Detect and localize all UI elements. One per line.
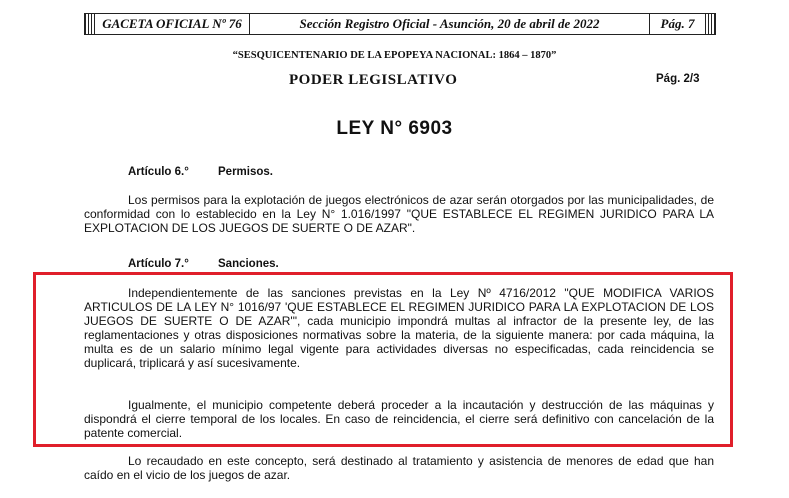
article-6-number: Artículo 6.° [128, 166, 189, 178]
article-6-title: Permisos. [218, 166, 273, 178]
gazette-section-date: Sección Registro Oficial - Asunción, 20 de abril de 2022 [250, 14, 650, 34]
gazette-number: GACETA OFICIAL Nº 76 [95, 14, 250, 34]
article-7-paragraph-3: Lo recaudado en este concepto, será destinado al tratamiento y asistencia de menores de edad que han caído en el vicio de los juegos de azar. [84, 454, 714, 482]
article-7-paragraph-2: Igualmente, el municipio competente deberá proceder a la incautación y destrucción de las máquinas y dispondrá el cierre temporal de los locales. En caso de reincidencia, el cierre será definitivo con cancelación de la patente comercial. [84, 398, 714, 440]
issuing-body: PODER LEGISLATIVO [289, 72, 458, 88]
article-7-paragraph-1: Independientemente de las sanciones previstas en la Ley Nº 4716/2012 "QUE MODIFICA VARIOS ARTICULOS DE LA LEY N° 1016/97 'QUE ESTABLECE EL REGIMEN JURIDICO PARA LA EXPLOTACION DE LOS JUEGOS DE SUERTE O DE AZAR'", cada municipio impondrá multas al infractor de la presente ley, de las reglamentaciones y otras disposiciones normativas sobre la materia, de la siguiente manera: por cada máquina, la multa es de un salario mínimo legal vigente para actividades diversas no especificadas, cada reincidencia se duplicará, triplicará y así sucesivamente. [84, 286, 714, 370]
document-page-number: Pág. 2/3 [656, 73, 700, 85]
sesquicentenary-motto: “SESQUICENTENARIO DE LA EPOPEYA NACIONAL: 1864 – 1870” [232, 50, 557, 61]
article-7-number: Artículo 7.° [128, 258, 189, 270]
gazette-header [84, 13, 716, 35]
article-7-title: Sanciones. [218, 258, 279, 270]
gazette-page: Pág. 7 [660, 16, 695, 31]
hatch-decoration [705, 14, 715, 34]
article-6-text: Los permisos para la explotación de juegos electrónicos de azar serán otorgados por las municipalidades, de conformidad con lo establecido en la Ley N° 1.016/1997 "QUE ESTABLECE EL REGIMEN JURIDICO PARA LA EXPLOTACION DE LOS JUEGOS DE SUERTE O DE AZAR". [84, 193, 714, 235]
hatch-decoration [85, 14, 95, 34]
law-title: LEY N° 6903 [336, 118, 453, 139]
highlight-box [33, 272, 733, 447]
